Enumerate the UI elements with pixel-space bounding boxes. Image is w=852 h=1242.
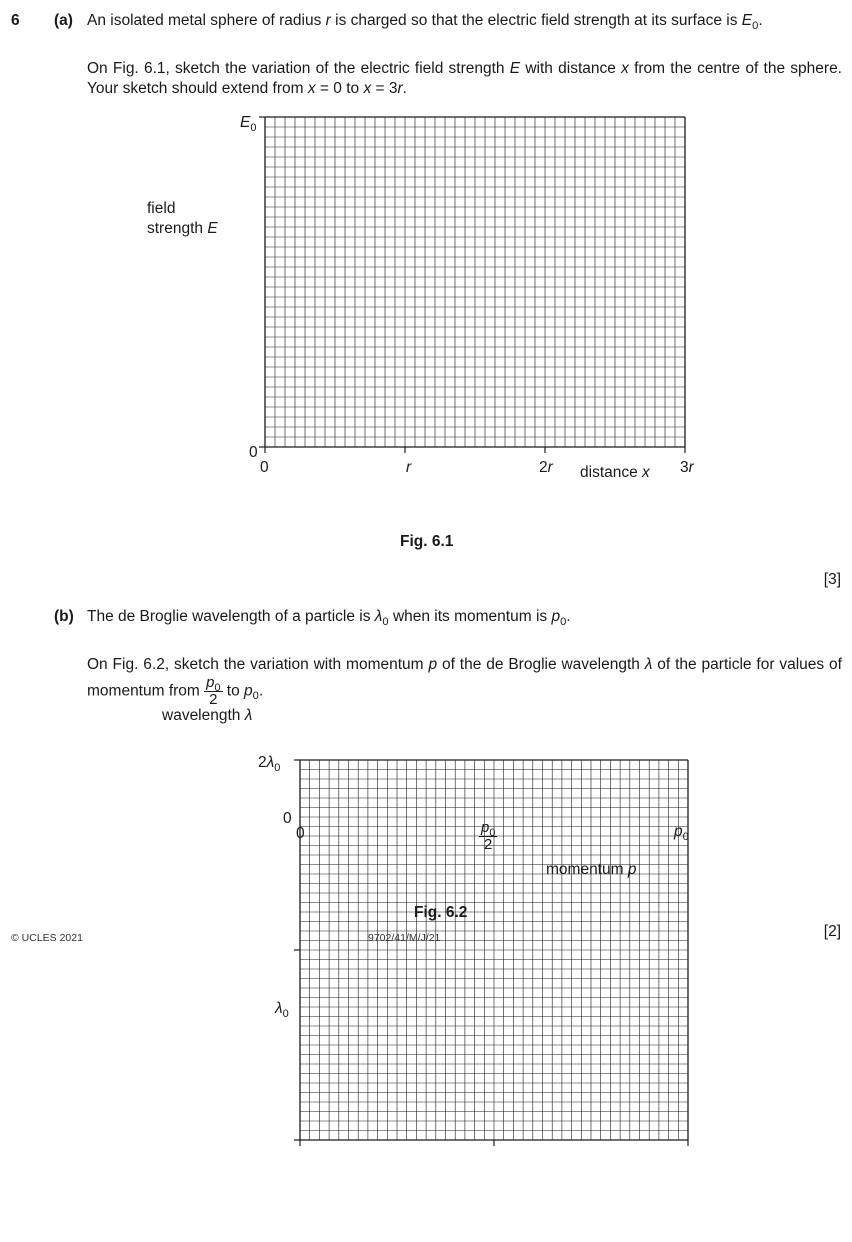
part-b-marks: [2] [823,923,841,940]
fig2-y-axis-label: wavelength λ [162,707,253,724]
fig1-caption: Fig. 6.1 [400,533,454,550]
fig2-grid [294,760,688,1146]
fig2-graph[interactable] [250,600,730,1160]
fig2-y-mid-tick-label: $\lambda_0$ [275,1000,289,1020]
fig2-x-mid-tick-label: $\frac{p_0}{2}$ [481,819,496,853]
fig2-y-top-tick-label: $2\lambda_0$ [258,754,281,774]
fig1-x-axis-label: distance x [580,464,650,481]
fig1-y-top-tick-label: $E_0$ [240,114,257,134]
part-b-instruction: On Fig. 6.2, sketch the variation with momentum p of the de Broglie wavelength λ of the particle for values of momentum from $\frac{p_0}{2}$ to $p_0$. [87,656,842,708]
fig2-caption: Fig. 6.2 [414,904,468,921]
fig1-y-zero-label: 0 [249,444,258,461]
fig1-x-tick-r: r [406,459,412,476]
fig2-x-end-tick-label: $p_0$ [674,823,689,843]
footer-copyright: © UCLES 2021 [11,932,83,944]
fig1-x-tick-2r: 2r [539,459,553,476]
fig1-x-tick-3r: 3r [680,459,694,476]
fig2-y-zero-label-pos: 0 [283,810,292,827]
fig1-y-axis-label: field strength E [147,200,218,238]
p0-over-2-fraction: $\frac{p_0}{2}$ [206,674,221,708]
question-number: 6 [11,12,20,29]
fig1-grid [259,117,685,453]
part-b-label: (b) [54,608,74,625]
part-a-label: (a) [54,12,73,29]
footer-code: 9702/41/M/J/21 [368,932,441,944]
fig1-x-tick-0: 0 [260,459,269,476]
part-a-instruction: On Fig. 6.1, sketch the variation of the electric field strength E with distance x from the centre of the sphere. Your sketch should extend from x = 0 to x = 3r. [87,60,842,98]
part-a-marks: [3] [823,571,841,588]
part-a-statement: An isolated metal sphere of radius r is charged so that the electric field strength at its surface is $E_0$. [87,12,763,32]
fig2-x-axis-label: momentum p [546,861,637,878]
fig2-x-zero-label: 0 [296,825,305,842]
fig1-graph[interactable] [220,105,740,485]
part-b-statement: The de Broglie wavelength of a particle is $\lambda_0$ when its momentum is $p_0$. [87,608,571,628]
